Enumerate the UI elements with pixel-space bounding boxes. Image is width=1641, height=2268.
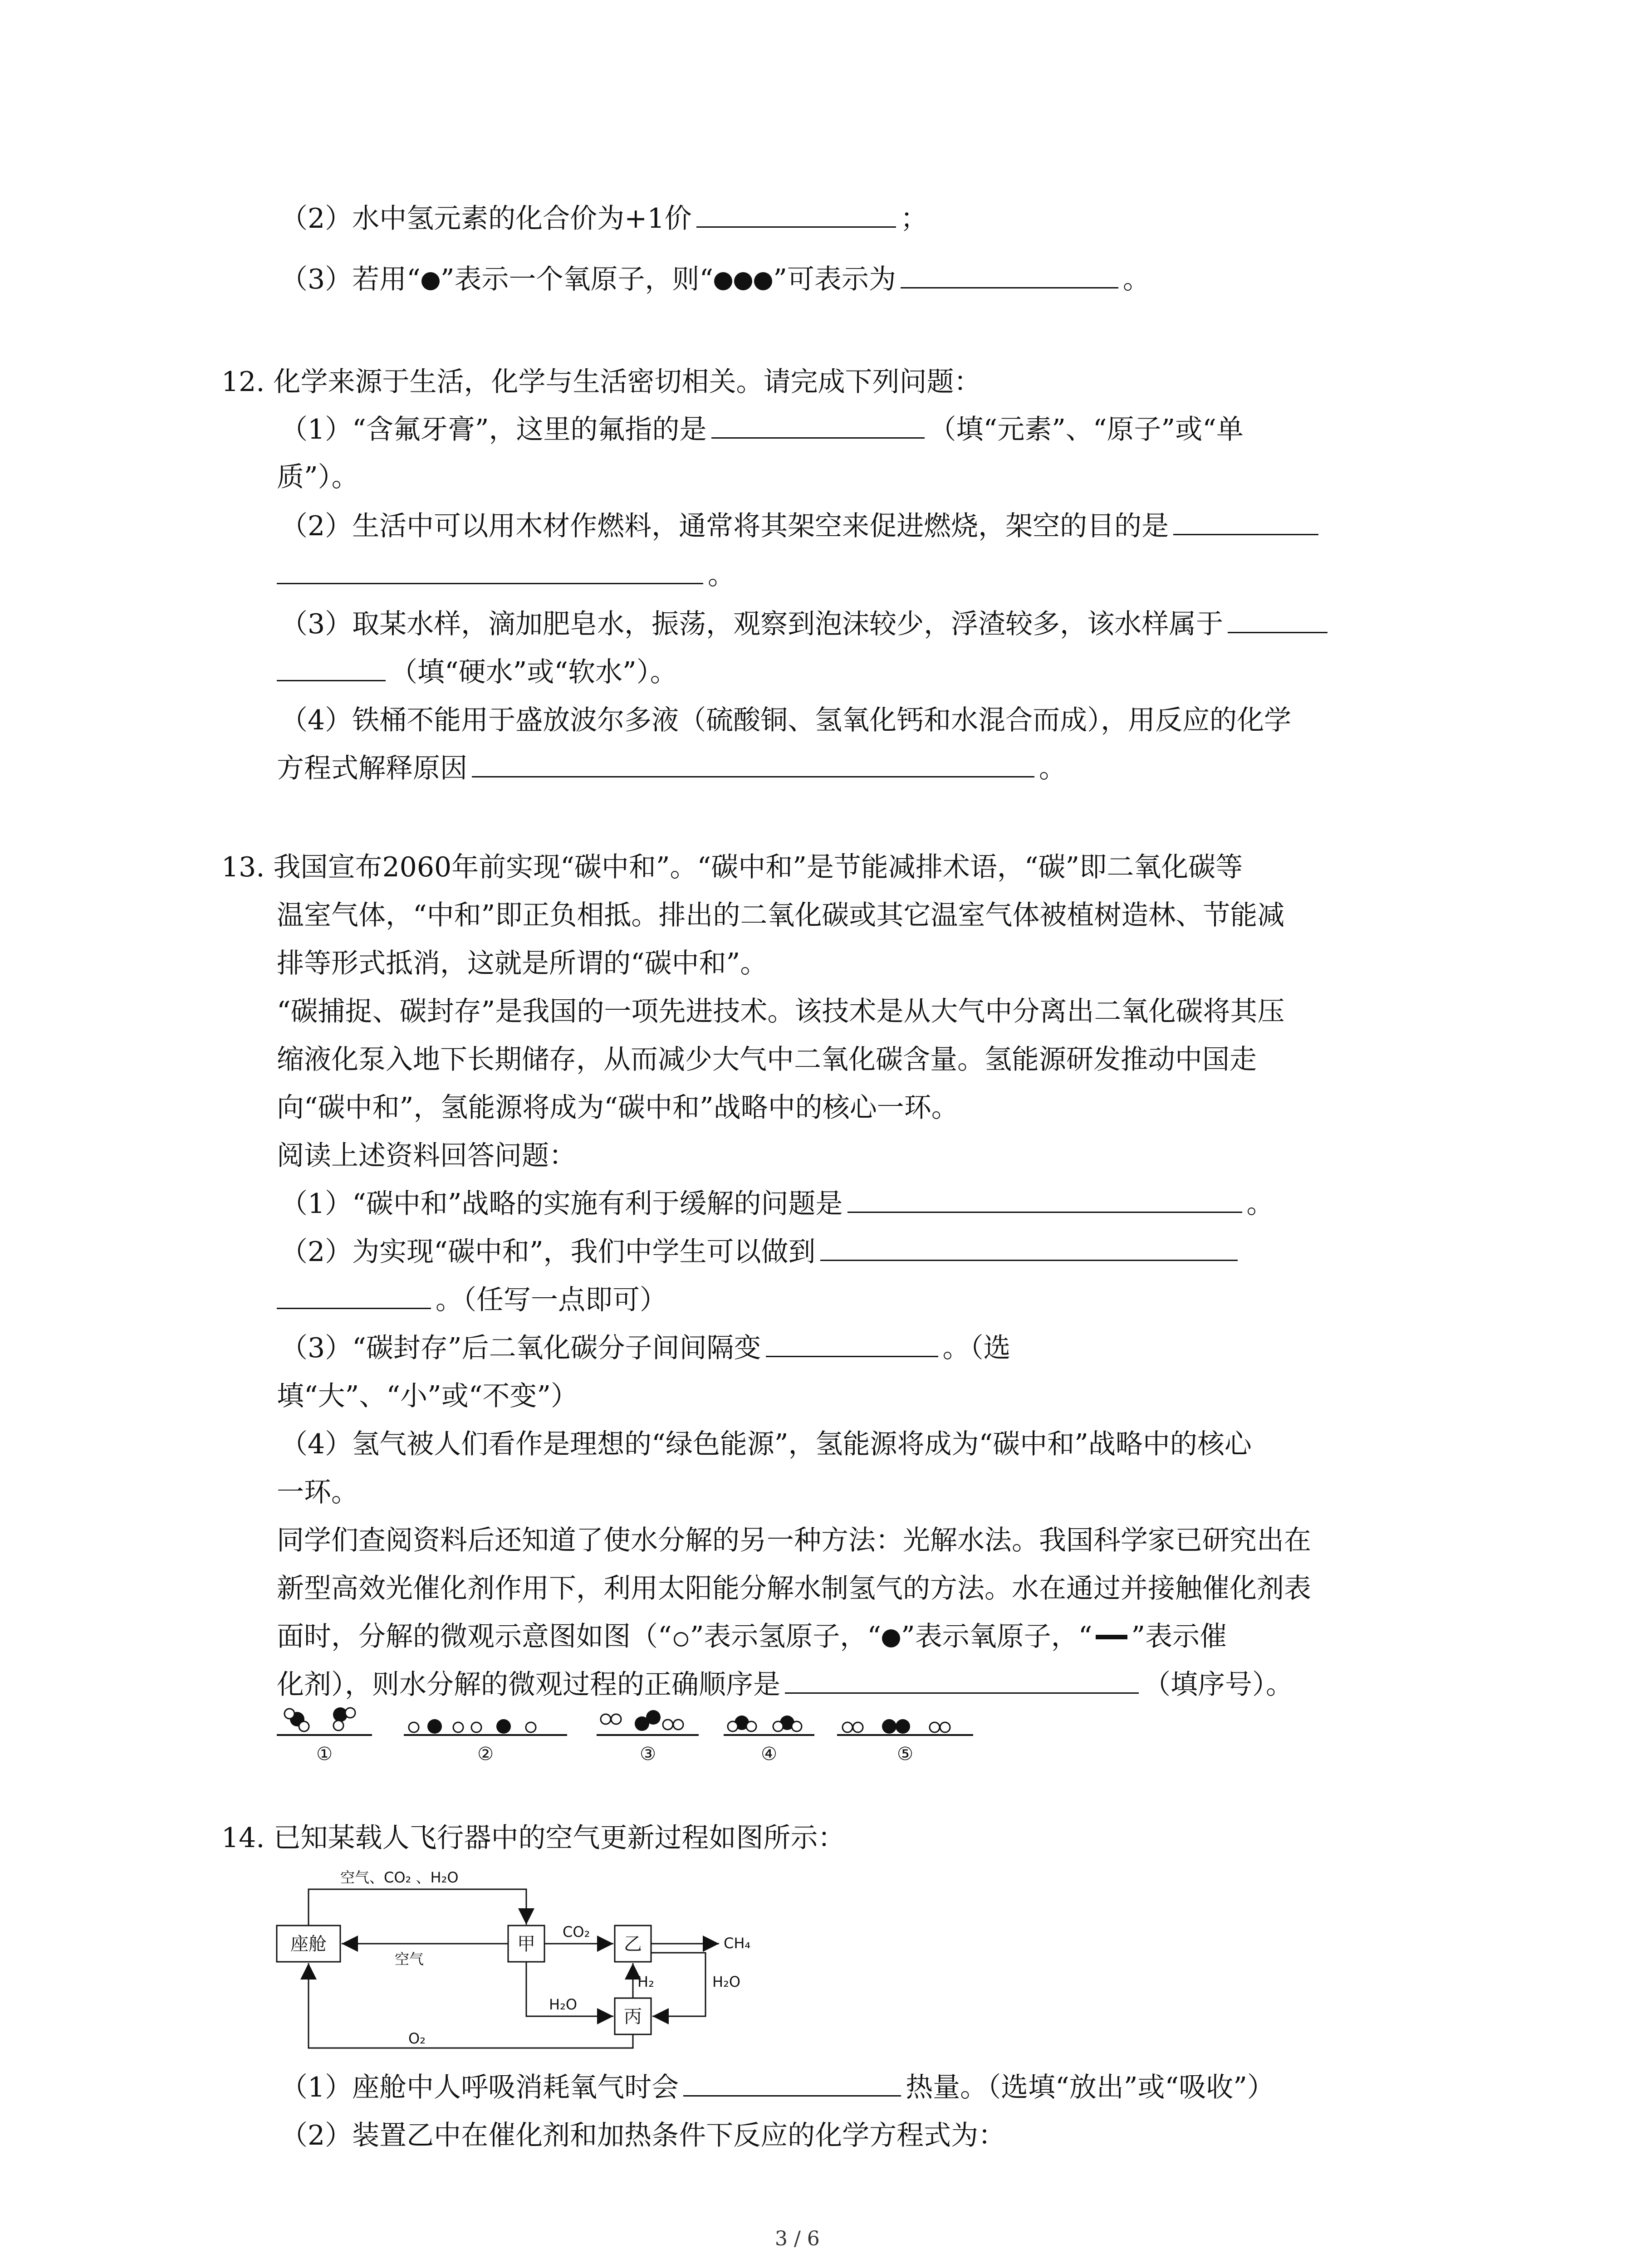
answer-blank[interactable] (696, 202, 896, 228)
o2-label: O₂ (408, 2030, 426, 2047)
cabin-label: 座舱 (290, 1934, 327, 1955)
q13-line11: 化剂），则水分解的微观过程的正确顺序是 （填序号）。 (277, 1669, 1293, 1701)
q14-part1: （1）座舱中人呼吸消耗氧气时会 热量。（选填“放出”或“吸收”） (280, 2072, 1274, 2103)
q13-line3: 排等形式抵消，这就是所谓的“碳中和”。 (277, 948, 768, 979)
q13-part4: （4）氢气被人们看作是理想的“绿色能源”，氢能源将成为“碳中和”战略中的核心 (280, 1428, 1252, 1460)
q12-part3: （3）取某水样，滴加肥皂水，振荡，观察到泡沫较少，浮渣较多，该水样属于 (280, 605, 1332, 643)
oxygen-atom-icon (714, 272, 732, 290)
answer-blank[interactable] (820, 1235, 1238, 1261)
q13-part2-cont: 。（任写一点即可） (277, 1281, 667, 1319)
answer-blank[interactable] (901, 263, 1118, 288)
q13-line4: “碳捕捉、碳封存”是我国的一项先进技术。该技术是从大气中分离出二氧化碳将其压 (277, 996, 1285, 1027)
q13-line2: 温室气体，“中和”即正负相抵。排出的二氧化碳或其它温室气体被植树造林、节能减 (277, 899, 1285, 931)
q11-part3: （3）若用“ ”表示一个氧原子，则“ ”可表示为 。 (280, 264, 1150, 295)
panel-4-molecules (728, 1716, 802, 1731)
q12-part4: （4）铁桶不能用于盛放波尔多液（硫酸铜、氢氧化钙和水混合而成），用反应的化学 (280, 704, 1292, 736)
catalyst-icon (1096, 1635, 1127, 1639)
panel-label: ④ (761, 1744, 777, 1765)
h2o-left-label: H₂O (549, 1996, 578, 2013)
arrow-cabin-to-jia (309, 1889, 526, 1926)
q13-line10: 面时，分解的微观示意图如图（“ ”表示氢原子，“ ”表示氧原子，“ ”表示催 (277, 1621, 1227, 1652)
q12-part2: （2）生活中可以用木材作燃料，通常将其架空来促进燃烧，架空的目的是 (280, 507, 1323, 545)
q12-part4-cont: 方程式解释原因 。 (277, 753, 1066, 784)
q12-stem: 12. 化学来源于生活，化学与生活密切相关。请完成下列问题： (221, 366, 981, 398)
jia-label: 甲 (517, 1934, 535, 1955)
q13-line7: 阅读上述资料回答问题： (277, 1140, 576, 1172)
air-label: 空气 (395, 1950, 424, 1968)
q13-part4-cont: 一环。 (277, 1476, 358, 1508)
answer-blank[interactable] (683, 2071, 901, 2097)
answer-blank[interactable] (711, 413, 925, 439)
q13-line6: 向“碳中和”，氢能源将成为“碳中和”战略中的核心一环。 (277, 1092, 959, 1124)
panel-5-molecules (843, 1719, 950, 1734)
q11-part2: （2）水中氢元素的化合价为+1价 ； (280, 203, 928, 235)
q12-part3-cont: （填“硬水”或“软水”）。 (277, 653, 677, 691)
panel-3-molecules (601, 1710, 683, 1731)
q12-part2-cont: 。 (277, 556, 735, 594)
panel-2-atoms (409, 1719, 536, 1734)
oxygen-atom-icon (734, 272, 752, 290)
answer-blank[interactable] (472, 752, 1034, 777)
panel-label: ② (477, 1744, 494, 1765)
hydrogen-atom-icon (674, 1632, 688, 1647)
q13-part3-cont: 填“大”、“小”或“不变”） (277, 1380, 578, 1412)
q13-part1: （1）“碳中和”战略的实施有利于缓解的问题是 。 (280, 1188, 1274, 1220)
page-number: 3 / 6 (775, 2227, 820, 2250)
answer-blank[interactable] (1228, 607, 1327, 633)
answer-blank[interactable] (277, 1283, 431, 1309)
q14-stem: 14. 已知某载人飞行器中的空气更新过程如图所示： (221, 1822, 845, 1854)
water-decomposition-figure (272, 1687, 998, 1769)
panel-1-molecules (284, 1707, 355, 1731)
h2o-right-label: H₂O (712, 1973, 741, 1990)
q13-line8: 同学们查阅资料后还知道了使水分解的另一种方法：光解水法。我国科学家已研究出在 (277, 1525, 1311, 1556)
air-renewal-diagram (272, 1862, 798, 2053)
h2-label: H₂ (637, 1973, 654, 1990)
yi-label: 乙 (624, 1934, 642, 1955)
oxygen-atom-icon (882, 1629, 900, 1647)
q13-part2: （2）为实现“碳中和”，我们中学生可以做到 (280, 1233, 1242, 1271)
oxygen-atom-icon (421, 272, 440, 290)
oxygen-atom-icon (754, 272, 772, 290)
q12-part1: （1）“含氟牙膏”，这里的氟指的是 （填“元素”、“原子”或“单 (280, 414, 1244, 445)
q14-part2: （2）装置乙中在催化剂和加热条件下反应的化学方程式为： (280, 2120, 1006, 2151)
arrow-yi-to-bing (651, 1953, 705, 2016)
answer-blank[interactable] (1173, 509, 1318, 535)
q13-line9: 新型高效光催化剂作用下，利用太阳能分解水制氢气的方法。水在通过并接触催化剂表 (277, 1573, 1311, 1604)
co2-label: CO₂ (563, 1923, 590, 1941)
arrow-bing-to-cabin (309, 1963, 633, 2048)
answer-blank[interactable] (847, 1187, 1242, 1213)
ch4-label: CH₄ (724, 1935, 751, 1952)
answer-blank[interactable] (766, 1331, 938, 1357)
answer-blank[interactable] (277, 655, 386, 681)
top-flow-label: 空气、CO₂ 、H₂O (340, 1869, 459, 1886)
panel-label: ① (316, 1744, 333, 1765)
q13-line5: 缩液化泵入地下长期储存，从而减少大气中二氧化碳含量。氢能源研发推动中国走 (277, 1044, 1257, 1075)
panel-label: ⑤ (897, 1744, 913, 1765)
panel-label: ③ (640, 1744, 656, 1765)
q13-part3: （3）“碳封存”后二氧化碳分子间间隔变 。（选 (280, 1332, 1011, 1364)
answer-blank[interactable] (277, 558, 703, 584)
q13-line1: 13. 我国宣布2060年前实现“碳中和”。“碳中和”是节能减排术语，“碳”即二氧化碳等 (221, 851, 1243, 883)
bing-label: 丙 (624, 2006, 642, 2027)
q12-part1-cont: 质”）。 (277, 461, 359, 493)
